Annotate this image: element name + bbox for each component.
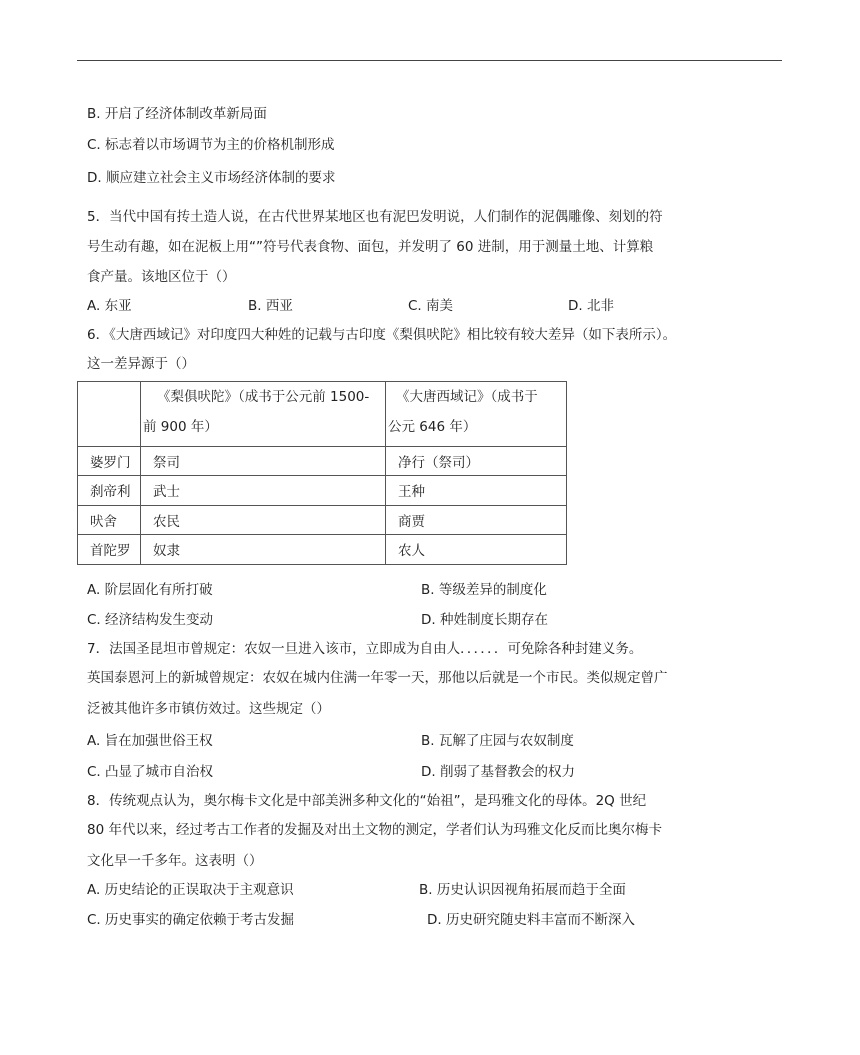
table-row: [78, 476, 567, 506]
rigveda-cell: 农民: [141, 506, 386, 535]
table-header-row: [78, 382, 567, 447]
q8-option-a: A. 历史结论的正误取决于主观意识: [87, 882, 294, 898]
q5-stem-line-3: 食产量。该地区位于（）: [87, 269, 236, 285]
q5-stem-line-1: 5．当代中国有抟土造人说，在古代世界某地区也有泥巴发明说，人们制作的泥偶雕像、刻划的符: [87, 209, 663, 225]
q5-option-a: A. 东亚: [87, 298, 132, 314]
q6-option-c: C. 经济结构发生变动: [87, 612, 214, 628]
table-row: [78, 506, 567, 535]
rigveda-cell: 祭司: [141, 447, 386, 476]
prev-option-c: C. 标志着以市场调节为主的价格机制形成: [87, 137, 335, 153]
q7-option-c: C. 凸显了城市自治权: [87, 764, 214, 780]
caste-name-cell: 吠舍: [78, 506, 141, 535]
q5-option-c: C. 南美: [408, 298, 454, 314]
q8-option-b: B. 历史认识因视角拓展而趋于全面: [419, 882, 626, 898]
caste-comparison-table: [77, 381, 567, 565]
q7-option-b: B. 瓦解了庄园与农奴制度: [421, 733, 574, 749]
q8-option-d: D. 历史研究随史料丰富而不断深入: [427, 912, 635, 928]
rigveda-cell: 武士: [141, 476, 386, 506]
q5-stem-line-2: 号生动有趣，如在泥板上用“”符号代表食物、面包，并发明了 60 进制，用于测量土地、计算粮: [87, 239, 654, 255]
q7-option-a: A. 旨在加强世俗王权: [87, 733, 213, 749]
caste-name-cell: 首陀罗: [78, 535, 141, 565]
q8-option-c: C. 历史事实的确定依赖于考古发掘: [87, 912, 295, 928]
q6-stem-line-1: 6．《大唐西域记》对印度四大种姓的记载与古印度《梨俱吠陀》相比较有较大差异（如下表所示）。: [87, 327, 677, 343]
prev-option-b: B. 开启了经济体制改革新局面: [87, 106, 267, 122]
q8-stem-line-2: 80 年代以来，经过考古工作者的发掘及对出土文物的测定，学者们认为玛雅文化反而比奥尔梅卡: [87, 822, 662, 838]
q5-option-b: B. 西亚: [248, 298, 293, 314]
q7-stem-line-1: 7．法国圣昆坦市曾规定：农奴一旦进入该市，立即成为自由人．．．．．．可免除各种封建义务。: [87, 641, 643, 657]
q7-option-d: D. 削弱了基督教会的权力: [421, 764, 575, 780]
table-row: [78, 447, 567, 476]
rigveda-header-line-1: 《梨俱吠陀》（成书于公元前 1500-: [157, 389, 370, 405]
q5-option-d: D. 北非: [568, 298, 614, 314]
q8-stem-line-1: 8．传统观点认为，奥尔梅卡文化是中部美洲多种文化的“始祖”，是玛雅文化的母体。2Q 世纪: [87, 793, 647, 809]
rigveda-header-line-2: 前 900 年）: [143, 419, 218, 435]
q7-stem-line-3: 泛被其他许多市镇仿效过。这些规定（）: [87, 701, 330, 717]
q6-option-b: B. 等级差异的制度化: [421, 582, 547, 598]
q7-stem-line-2: 英国泰恩河上的新城曾规定：农奴在城内住满一年零一天，那他以后就是一个市民。类似规定曾广: [87, 670, 668, 686]
xiyuji-cell: 农人: [386, 535, 567, 565]
xiyuji-cell: 净行（祭司）: [386, 447, 567, 476]
xiyuji-cell: 王种: [386, 476, 567, 506]
q6-stem-line-2: 这一差异源于（）: [87, 356, 195, 372]
q6-option-a: A. 阶层固化有所打破: [87, 582, 213, 598]
xiyuji-cell: 商贾: [386, 506, 567, 535]
q8-stem-line-3: 文化早一千多年。这表明（）: [87, 853, 263, 869]
table-header-xiyuji: [386, 382, 567, 447]
caste-name-cell: 刹帝利: [78, 476, 141, 506]
table-corner-cell: [78, 382, 141, 447]
xiyuji-header-line-1: 《大唐西域记》（成书于: [396, 389, 538, 405]
prev-option-d: D. 顺应建立社会主义市场经济体制的要求: [87, 170, 336, 186]
table-row: [78, 535, 567, 565]
caste-name-cell: 婆罗门: [78, 447, 141, 476]
header-rule: [77, 60, 782, 61]
q6-option-d: D. 种姓制度长期存在: [421, 612, 548, 628]
xiyuji-header-line-2: 公元 646 年）: [388, 419, 477, 435]
rigveda-cell: 奴隶: [141, 535, 386, 565]
table-header-rigveda: [141, 382, 386, 447]
